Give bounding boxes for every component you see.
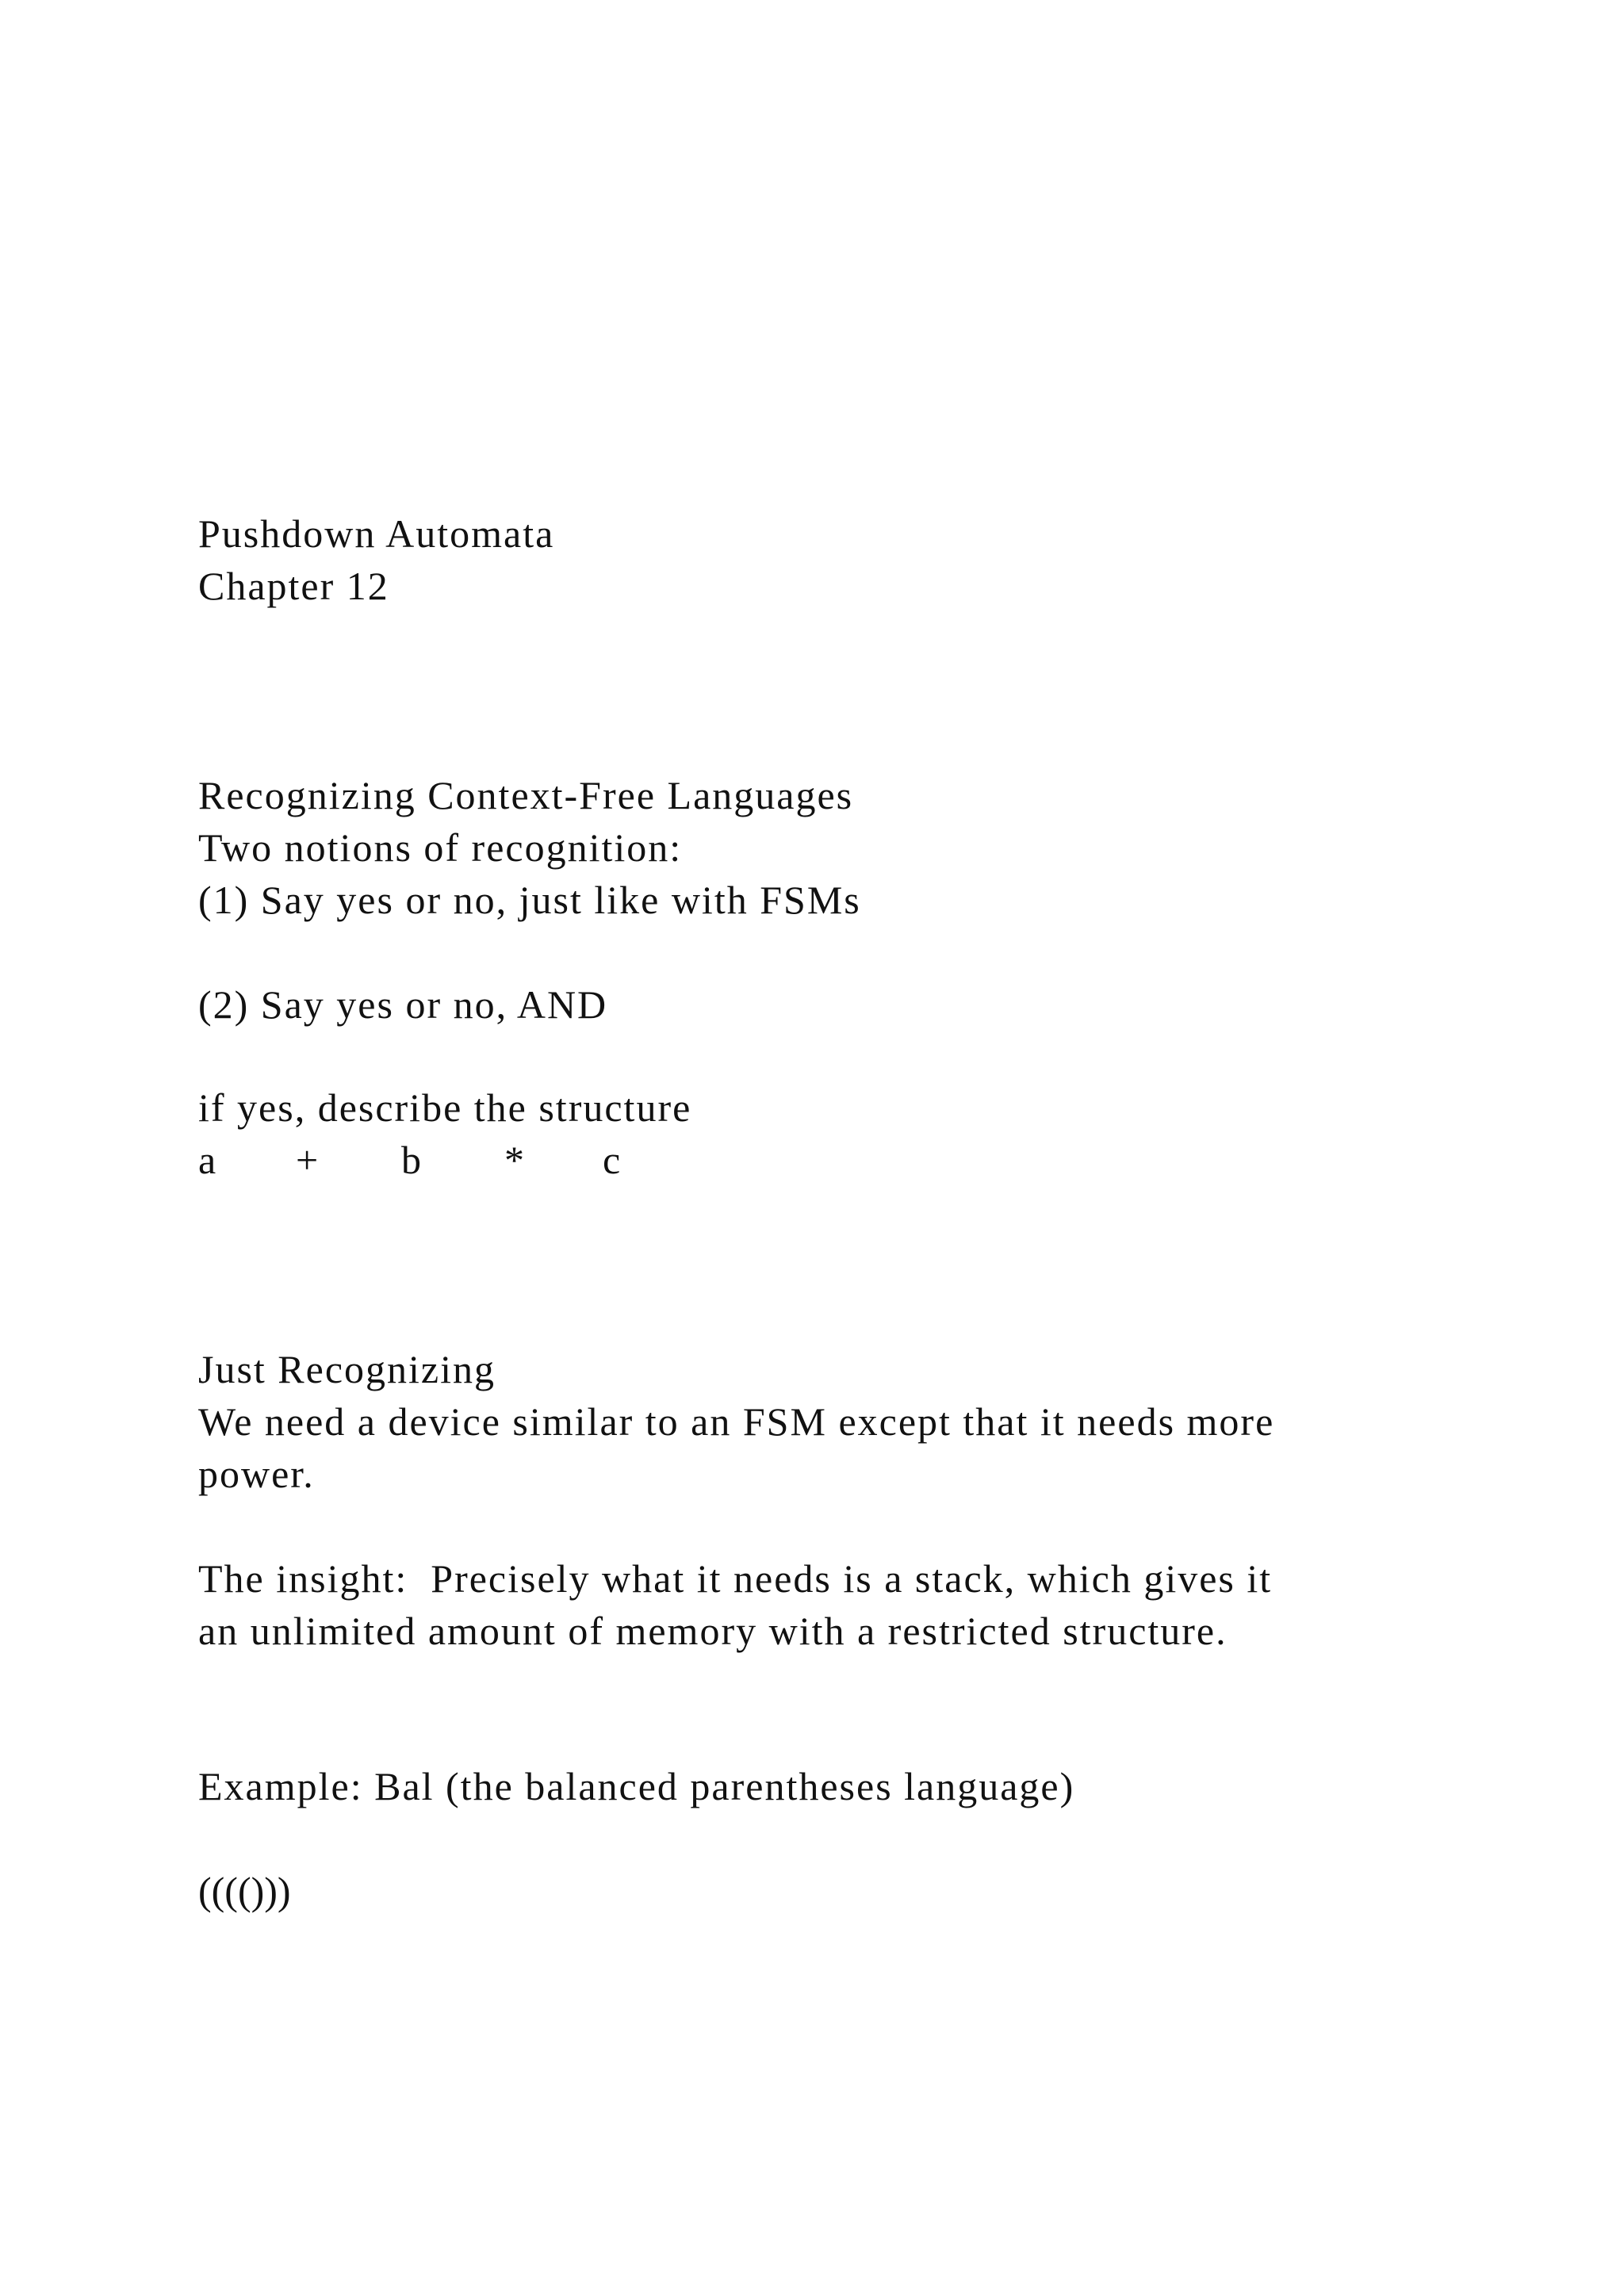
paragraph-1-line-1: We need a device similar to an FSM except that it needs more — [198, 1399, 1275, 1444]
expression-token: * — [504, 1138, 524, 1182]
expression-token: b — [401, 1138, 421, 1182]
section-heading-just-recognizing: Just Recognizing — [198, 1347, 496, 1391]
recognition-notion-1: (1) Say yes or no, just like with FSMs — [198, 878, 861, 922]
expression-token: a — [198, 1138, 216, 1182]
recognition-notion-2: (2) Say yes or no, AND — [198, 982, 608, 1027]
recognition-notion-2-detail: if yes, describe the structure — [198, 1085, 692, 1130]
document-title: Pushdown Automata — [198, 511, 555, 556]
chapter-label: Chapter 12 — [198, 564, 389, 608]
paragraph-2-line-2: an unlimited amount of memory with a restricted structure. — [198, 1609, 1228, 1653]
expression-token: c — [603, 1138, 621, 1182]
recognition-intro: Two notions of recognition: — [198, 825, 683, 870]
example-statement: Example: Bal (the balanced parentheses language) — [198, 1764, 1075, 1808]
section-heading-recognizing: Recognizing Context-Free Languages — [198, 773, 854, 817]
paragraph-2-line-1: The insight: Precisely what it needs is a stack, which gives it — [198, 1556, 1273, 1601]
expression-token: + — [296, 1138, 319, 1182]
paragraph-1-line-2: power. — [198, 1452, 315, 1496]
example-string: (((())) — [198, 1869, 291, 1913]
